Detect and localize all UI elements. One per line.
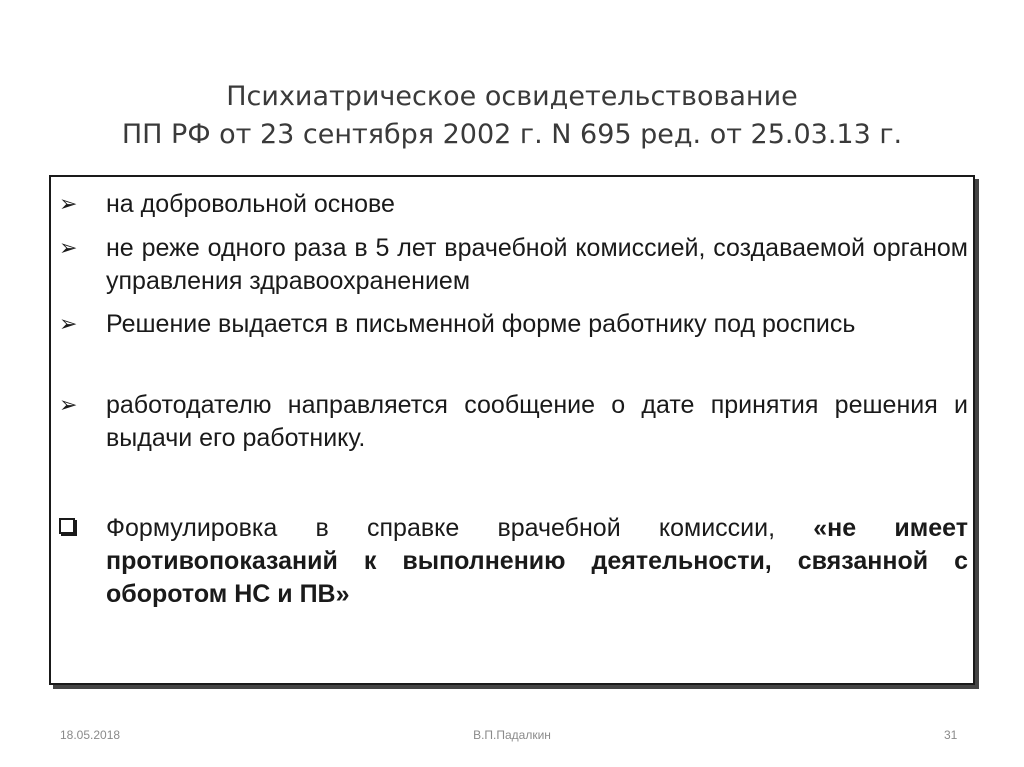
arrow-bullet-icon: ➢ (59, 236, 78, 261)
arrow-bullet-icon: ➢ (59, 393, 78, 418)
slide-title (0, 78, 1024, 154)
footer-date: 18.05.2018 (60, 728, 121, 742)
note-bold-text: «не имеет противопоказаний к выполнению деятельности, связанной с оборотом НС и ПВ» (106, 514, 969, 608)
bullet-text-4: работодателю направляется сообщение о дате принятия решения и выдачи его работнику. (106, 391, 968, 452)
arrow-bullet-icon: ➢ (59, 312, 78, 337)
note-item (106, 512, 968, 611)
note-lead-text: Формулировка в справке врачебной комиссии, (106, 514, 814, 542)
checkbox-bullet-icon (59, 518, 75, 534)
footer-page-number: 31 (944, 728, 958, 742)
bullet-item-3 (59, 308, 968, 341)
bullet-text-2: не реже одного раза в 5 лет врачебной комиссией, создаваемой органом управления здравоохранением (106, 234, 968, 295)
arrow-bullet-icon: ➢ (59, 192, 78, 217)
bullet-text-1: на добровольной основе (106, 190, 395, 218)
bullet-item-4 (59, 389, 968, 455)
content-box (49, 175, 975, 685)
title-line-1: Психиатрическое освидетельствование (226, 81, 798, 112)
bullet-item-2 (59, 232, 968, 298)
bullet-item-1 (59, 188, 968, 221)
title-line-2: ПП РФ от 23 сентября 2002 г. N 695 ред. от 25.03.13 г. (121, 119, 903, 150)
footer-author: В.П.Падалкин (473, 728, 551, 742)
bullet-text-3: Решение выдается в письменной форме работнику под роспись (106, 310, 856, 338)
